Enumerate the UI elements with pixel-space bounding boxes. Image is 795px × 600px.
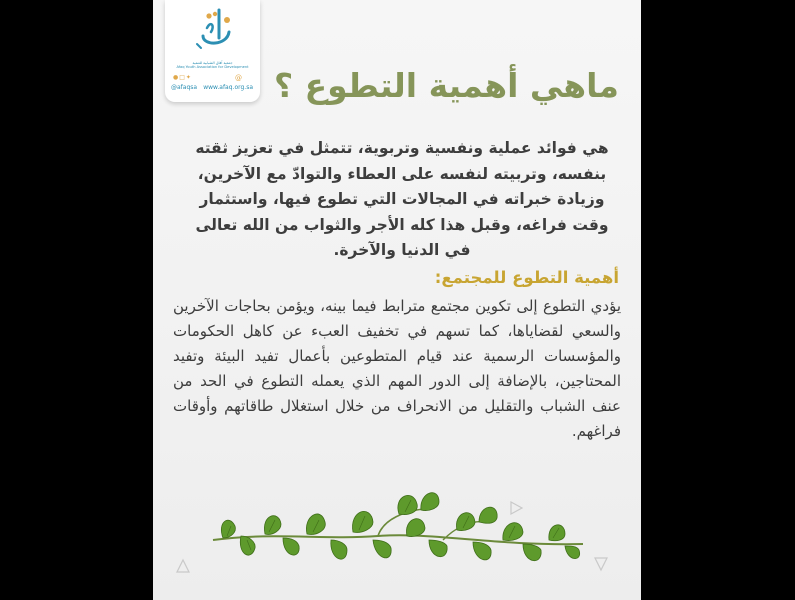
logo-card <box>165 0 260 102</box>
logo-socials <box>169 72 255 92</box>
triangle-icon <box>175 558 191 574</box>
page-title: ماهي أهمية التطوع ؟ <box>273 66 619 105</box>
poster <box>153 0 641 600</box>
section-body: يؤدي التطوع إلى تكوين مجتمع مترابط فيما بينه، ويؤمن بحاجات الآخرين والسعي لقضاياها، كما تسهم في تخفيف العبء عن كاهل الحكومات والمؤسسات الرسمية عند قيام المتطوعين بأعمال تفيد البيئة وتفيد المحتاجين، بالإضافة إلى الدور المهم الذي يعمله التطوع في الحد من عنف الشباب والتقليل من الانحراف من خلال استغلال طاقاتهم وأوقات فراغهم. <box>173 297 621 440</box>
website-link[interactable]: www.afaq.org.sa <box>203 84 253 91</box>
logo-org-name <box>171 57 254 69</box>
at-icon: @ <box>235 74 242 82</box>
intro-paragraph: هي فوائد عملية ونفسية وتربوية، تتمثل في تعزيز ثقته بنفسه، وتربيته لنفسه على العطاء والتوادّ مع الآخرين، وزيادة خبراته في المجالات التي تطوع فيها، واستثمار وقت فراغه، وقبل هذا كله الأجر والثواب من الله تعالى في الدنيا والآخرة. <box>195 139 609 259</box>
section-heading: أهمية التطوع للمجتمع: <box>434 268 619 287</box>
instagram-icon: □ <box>179 74 186 81</box>
vine-decoration <box>203 470 593 580</box>
snapchat-icon: ● <box>173 74 180 81</box>
logo-org-name-en: Afaq Youth Association for Development <box>176 65 249 69</box>
triangle-icon <box>593 556 609 572</box>
afaq-logo-icon <box>189 6 237 52</box>
social-icons <box>173 74 192 81</box>
twitter-icon: ✦ <box>185 74 192 81</box>
social-handle: @afaqsa <box>171 84 198 91</box>
logo-org-name-ar: جمعية آفاق الشبابية للتنمية <box>192 61 233 65</box>
